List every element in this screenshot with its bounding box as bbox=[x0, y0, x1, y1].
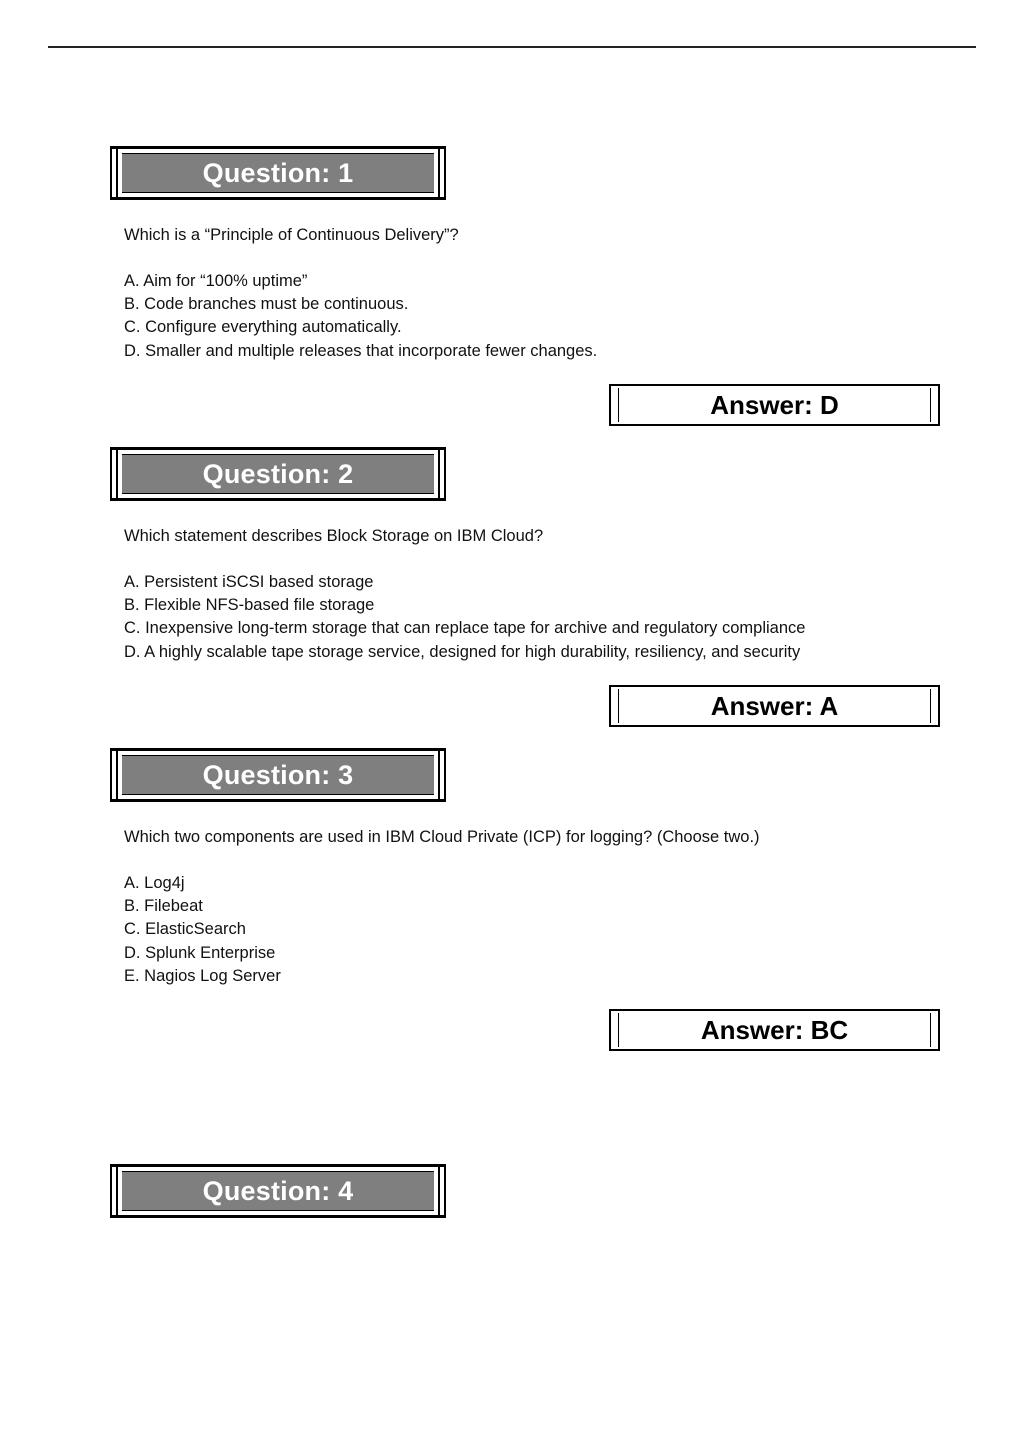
option-d: D. Smaller and multiple releases that incorporate fewer changes. bbox=[124, 341, 598, 360]
option-b: B. Filebeat bbox=[124, 897, 203, 916]
top-rule bbox=[48, 46, 976, 48]
question-1-answer-box bbox=[609, 384, 940, 426]
option-c: C. ElasticSearch bbox=[124, 920, 246, 939]
question-1-text: Which is a “Principle of Continuous Delivery”? bbox=[124, 226, 459, 244]
option-a: A. Persistent iSCSI based storage bbox=[124, 573, 374, 591]
question-title: Question: 4 bbox=[202, 1175, 354, 1206]
question-1-header bbox=[110, 146, 446, 200]
question-4-header bbox=[110, 1164, 446, 1218]
question-2-options bbox=[124, 571, 805, 664]
option-a: A. Log4j bbox=[124, 874, 185, 892]
option-e: E. Nagios Log Server bbox=[124, 966, 281, 985]
answer-label: Answer: A bbox=[710, 690, 839, 721]
question-2-text: Which statement describes Block Storage on IBM Cloud? bbox=[124, 527, 544, 545]
question-2-header bbox=[110, 447, 446, 501]
option-d: D. Splunk Enterprise bbox=[124, 943, 276, 962]
question-3-text: Which two components are used in IBM Cloud Private (ICP) for logging? (Choose two.) bbox=[124, 828, 760, 846]
answer-label: Answer: D bbox=[710, 389, 839, 420]
question-title: Question: 2 bbox=[202, 458, 354, 489]
question-3-answer-box bbox=[609, 1009, 940, 1051]
question-1-options bbox=[124, 270, 597, 363]
question-3-options bbox=[124, 872, 281, 988]
question-title: Question: 1 bbox=[202, 157, 354, 188]
option-c: C. Inexpensive long-term storage that can replace tape for archive and regulatory compliance bbox=[124, 619, 806, 638]
option-b: B. Flexible NFS-based file storage bbox=[124, 596, 375, 615]
question-2-answer-box bbox=[609, 685, 940, 727]
question-title: Question: 3 bbox=[202, 759, 354, 790]
option-a: A. Aim for “100% uptime” bbox=[124, 272, 308, 290]
option-d: D. A highly scalable tape storage service, designed for high durability, resiliency, and security bbox=[124, 642, 801, 661]
answer-label: Answer: BC bbox=[700, 1014, 849, 1045]
option-c: C. Configure everything automatically. bbox=[124, 318, 402, 337]
question-3-header bbox=[110, 748, 446, 802]
option-b: B. Code branches must be continuous. bbox=[124, 295, 409, 314]
